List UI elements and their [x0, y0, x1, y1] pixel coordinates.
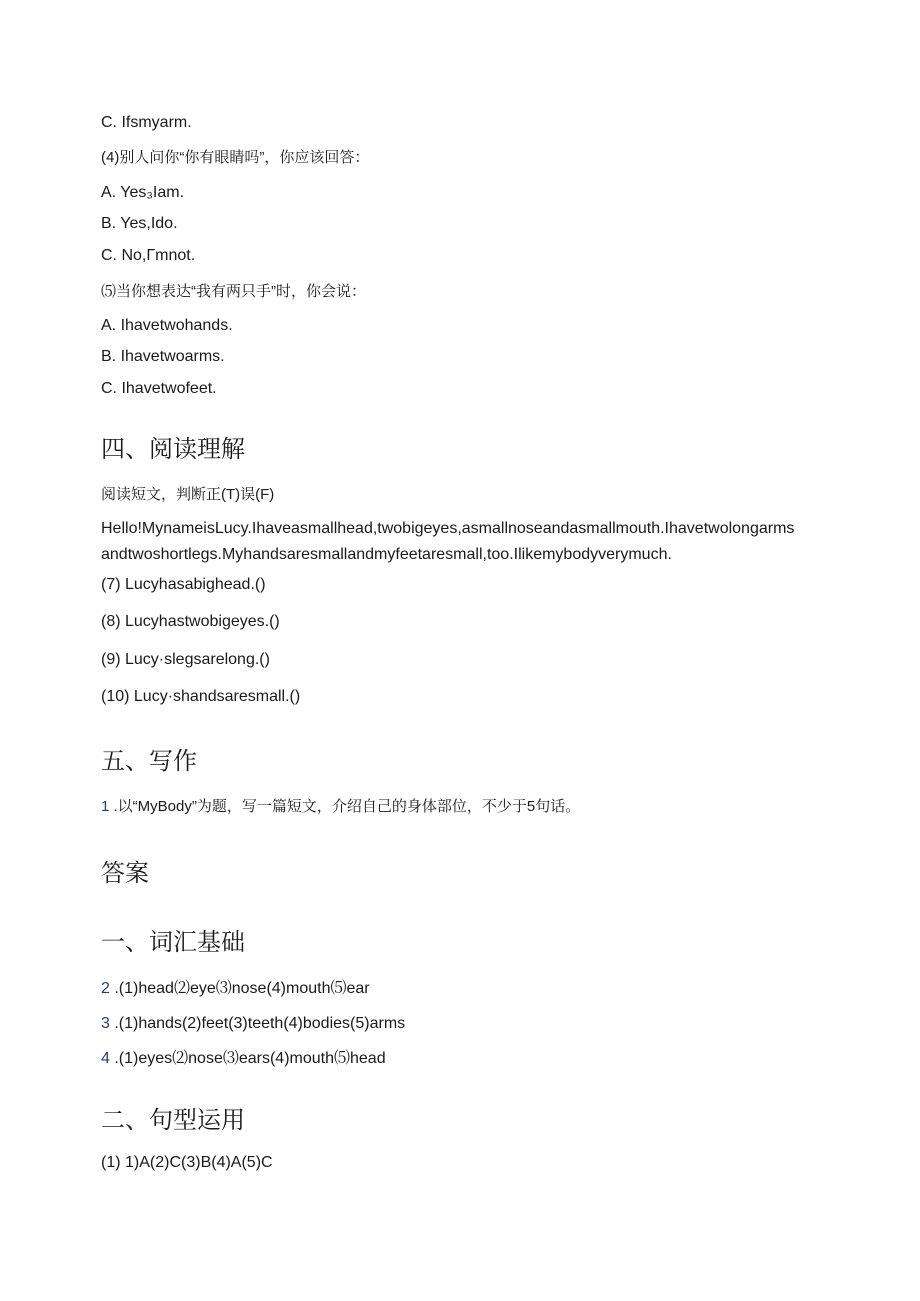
section5-heading: 五、写作: [101, 748, 197, 775]
answers-part1-heading: 一、词汇基础: [101, 929, 245, 956]
section4-instruction: 阅读短文，判断正(T)误(F): [101, 486, 275, 503]
q5-option-c: C. Ihavetwofeet.: [101, 380, 217, 397]
answer-line-4-text: .(1)eyes⑵nose⑶ears(4)mouth⑸head: [109, 1050, 386, 1067]
q4-prompt: (4)别人问你“你有眼睛吗”，你应该回答：: [101, 149, 370, 166]
tf-item-8: (8) Lucyhastwobigeyes.(): [101, 613, 280, 630]
q4-option-b: B. Yes,Ido.: [101, 215, 178, 232]
answer-line-2-number: 2: [101, 980, 110, 997]
tf-item-7: (7) Lucyhasabighead.(): [101, 576, 266, 593]
writing-task-number: 1: [101, 798, 110, 815]
q4-option-c: C. No,Γmnot.: [101, 247, 196, 264]
writing-task: [101, 797, 580, 817]
tf-item-9: (9) Lucy·slegsarelong.(): [101, 651, 270, 668]
answer-line-2-text: .(1)head⑵eye⑶nose(4)mouth⑸ear: [109, 980, 370, 997]
q4-option-a: A. Yes₃Iam.: [101, 184, 185, 201]
q5-prompt: ⑸当你想表达“我有两只手”时，你会说：: [101, 283, 366, 300]
q3-option-c: C. Ifsmyarm.: [101, 114, 192, 131]
reading-passage: Hello!MynameisLucy.Ihaveasmallhead,twobigeyes,asmallnoseandasmallmouth.Ihavetwolongarmsandtwoshortlegs.Myhandsaresmallandmyfeetaresmall,too.Ilikemybodyverymuch.: [101, 520, 795, 563]
answer-line-3-number: 3: [101, 1015, 110, 1032]
section4-heading: 四、阅读理解: [101, 436, 245, 463]
answer-part2-line: (1) 1)A(2)C(3)B(4)A(5)C: [101, 1154, 273, 1171]
answer-line-4: [101, 1049, 386, 1069]
answers-heading: 答案: [101, 860, 149, 887]
q5-option-b: B. Ihavetwoarms.: [101, 348, 225, 365]
answer-line-4-number: 4: [101, 1050, 110, 1067]
answers-part2-heading: 二、句型运用: [101, 1107, 245, 1134]
q5-option-a: A. Ihavetwohands.: [101, 317, 233, 334]
tf-item-10: (10) Lucy·shandsaresmall.(): [101, 688, 301, 705]
answer-line-2: [101, 979, 370, 999]
answer-line-3-text: .(1)hands(2)feet(3)teeth(4)bodies(5)arms: [109, 1015, 406, 1032]
writing-task-text: .以“MyBody”为题，写一篇短文，介绍自己的身体部位，不少于5句话。: [109, 798, 581, 815]
answer-line-3: [101, 1014, 405, 1034]
